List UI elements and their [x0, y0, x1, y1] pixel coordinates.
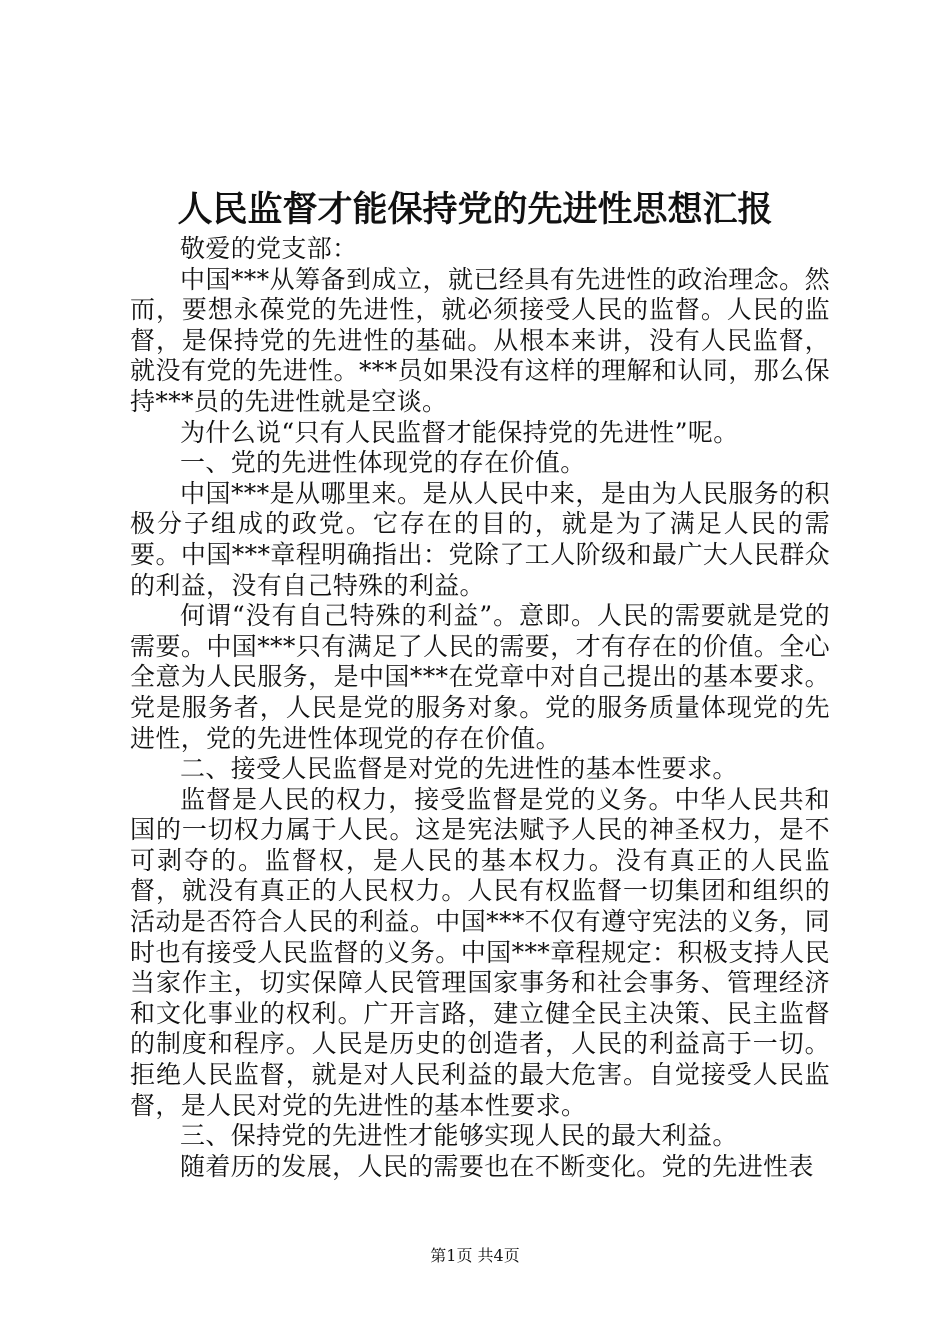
paragraph: 为什么说“只有人民监督才能保持党的先进性”呢。 — [180, 417, 739, 447]
paragraph: 中国***是从哪里来。是从人民中来，是由为人民服务的积极分子组成的政党。它存在的目的，就是为了满足人民的需要。中国***章程明确指出：党除了工人阶级和最广大人民群众的利益，没有自己特殊的利益。 — [130, 478, 830, 600]
section-heading: 一、党的先进性体现党的存在价值。 — [180, 448, 586, 478]
paragraph: 监督是人民的权力，接受监督是党的义务。中华人民共和国的一切权力属于人民。这是宪法赋予人民的神圣权力，是不可剥夺的。监督权，是人民的基本权力。没有真正的人民监督，就没有真正的人民权力。人民有权监督一切集团和组织的活动是否符合人民的利益。中国***不仅有遵守宪法的义务，同时也有接受人民监督的义务。中国***章程规定：积极支持人民当家作主，切实保障人民管理国家事务和社会事务、管理经济和文化事业的权利。广开言路，建立健全民主决策、民主监督的制度和程序。人民是历史的创造者，人民的利益高于一切。拒绝人民监督，就是对人民利益的最大危害。自觉接受人民监督，是人民对党的先进性的基本性要求。 — [130, 784, 830, 1120]
salutation: 敬爱的党支部： — [180, 234, 358, 263]
document-title: 人民监督才能保持党的先进性思想汇报 — [177, 190, 773, 230]
section-heading: 三、保持党的先进性才能够实现人民的最大利益。 — [180, 1121, 738, 1151]
page-number: 第1页 共4页 — [430, 1246, 520, 1265]
paragraph: 随着历的发展，人民的需要也在不断变化。党的先进性表 — [180, 1151, 814, 1181]
paragraph: 何谓“没有自己特殊的利益”。意即。人民的需要就是党的需要。中国***只有满足了人民的需要，才有存在的价值。全心全意为人民服务，是中国***在党章中对自己提出的基本要求。党是服务者，人民是党的服务对象。党的服务质量体现党的先进性，党的先进性体现党的存在价值。 — [130, 601, 830, 753]
paragraph: 中国***从筹备到成立，就已经具有先进性的政治理念。然而，要想永葆党的先进性，就必须接受人民的监督。人民的监督，是保持党的先进性的基础。从根本来讲，没有人民监督，就没有党的先进性。***员如果没有这样的理解和认同，那么保持***员的先进性就是空谈。 — [130, 264, 830, 416]
page-footer — [0, 1246, 950, 1266]
document-body — [130, 234, 830, 1182]
section-heading: 二、接受人民监督是对党的先进性的基本性要求。 — [180, 754, 738, 784]
